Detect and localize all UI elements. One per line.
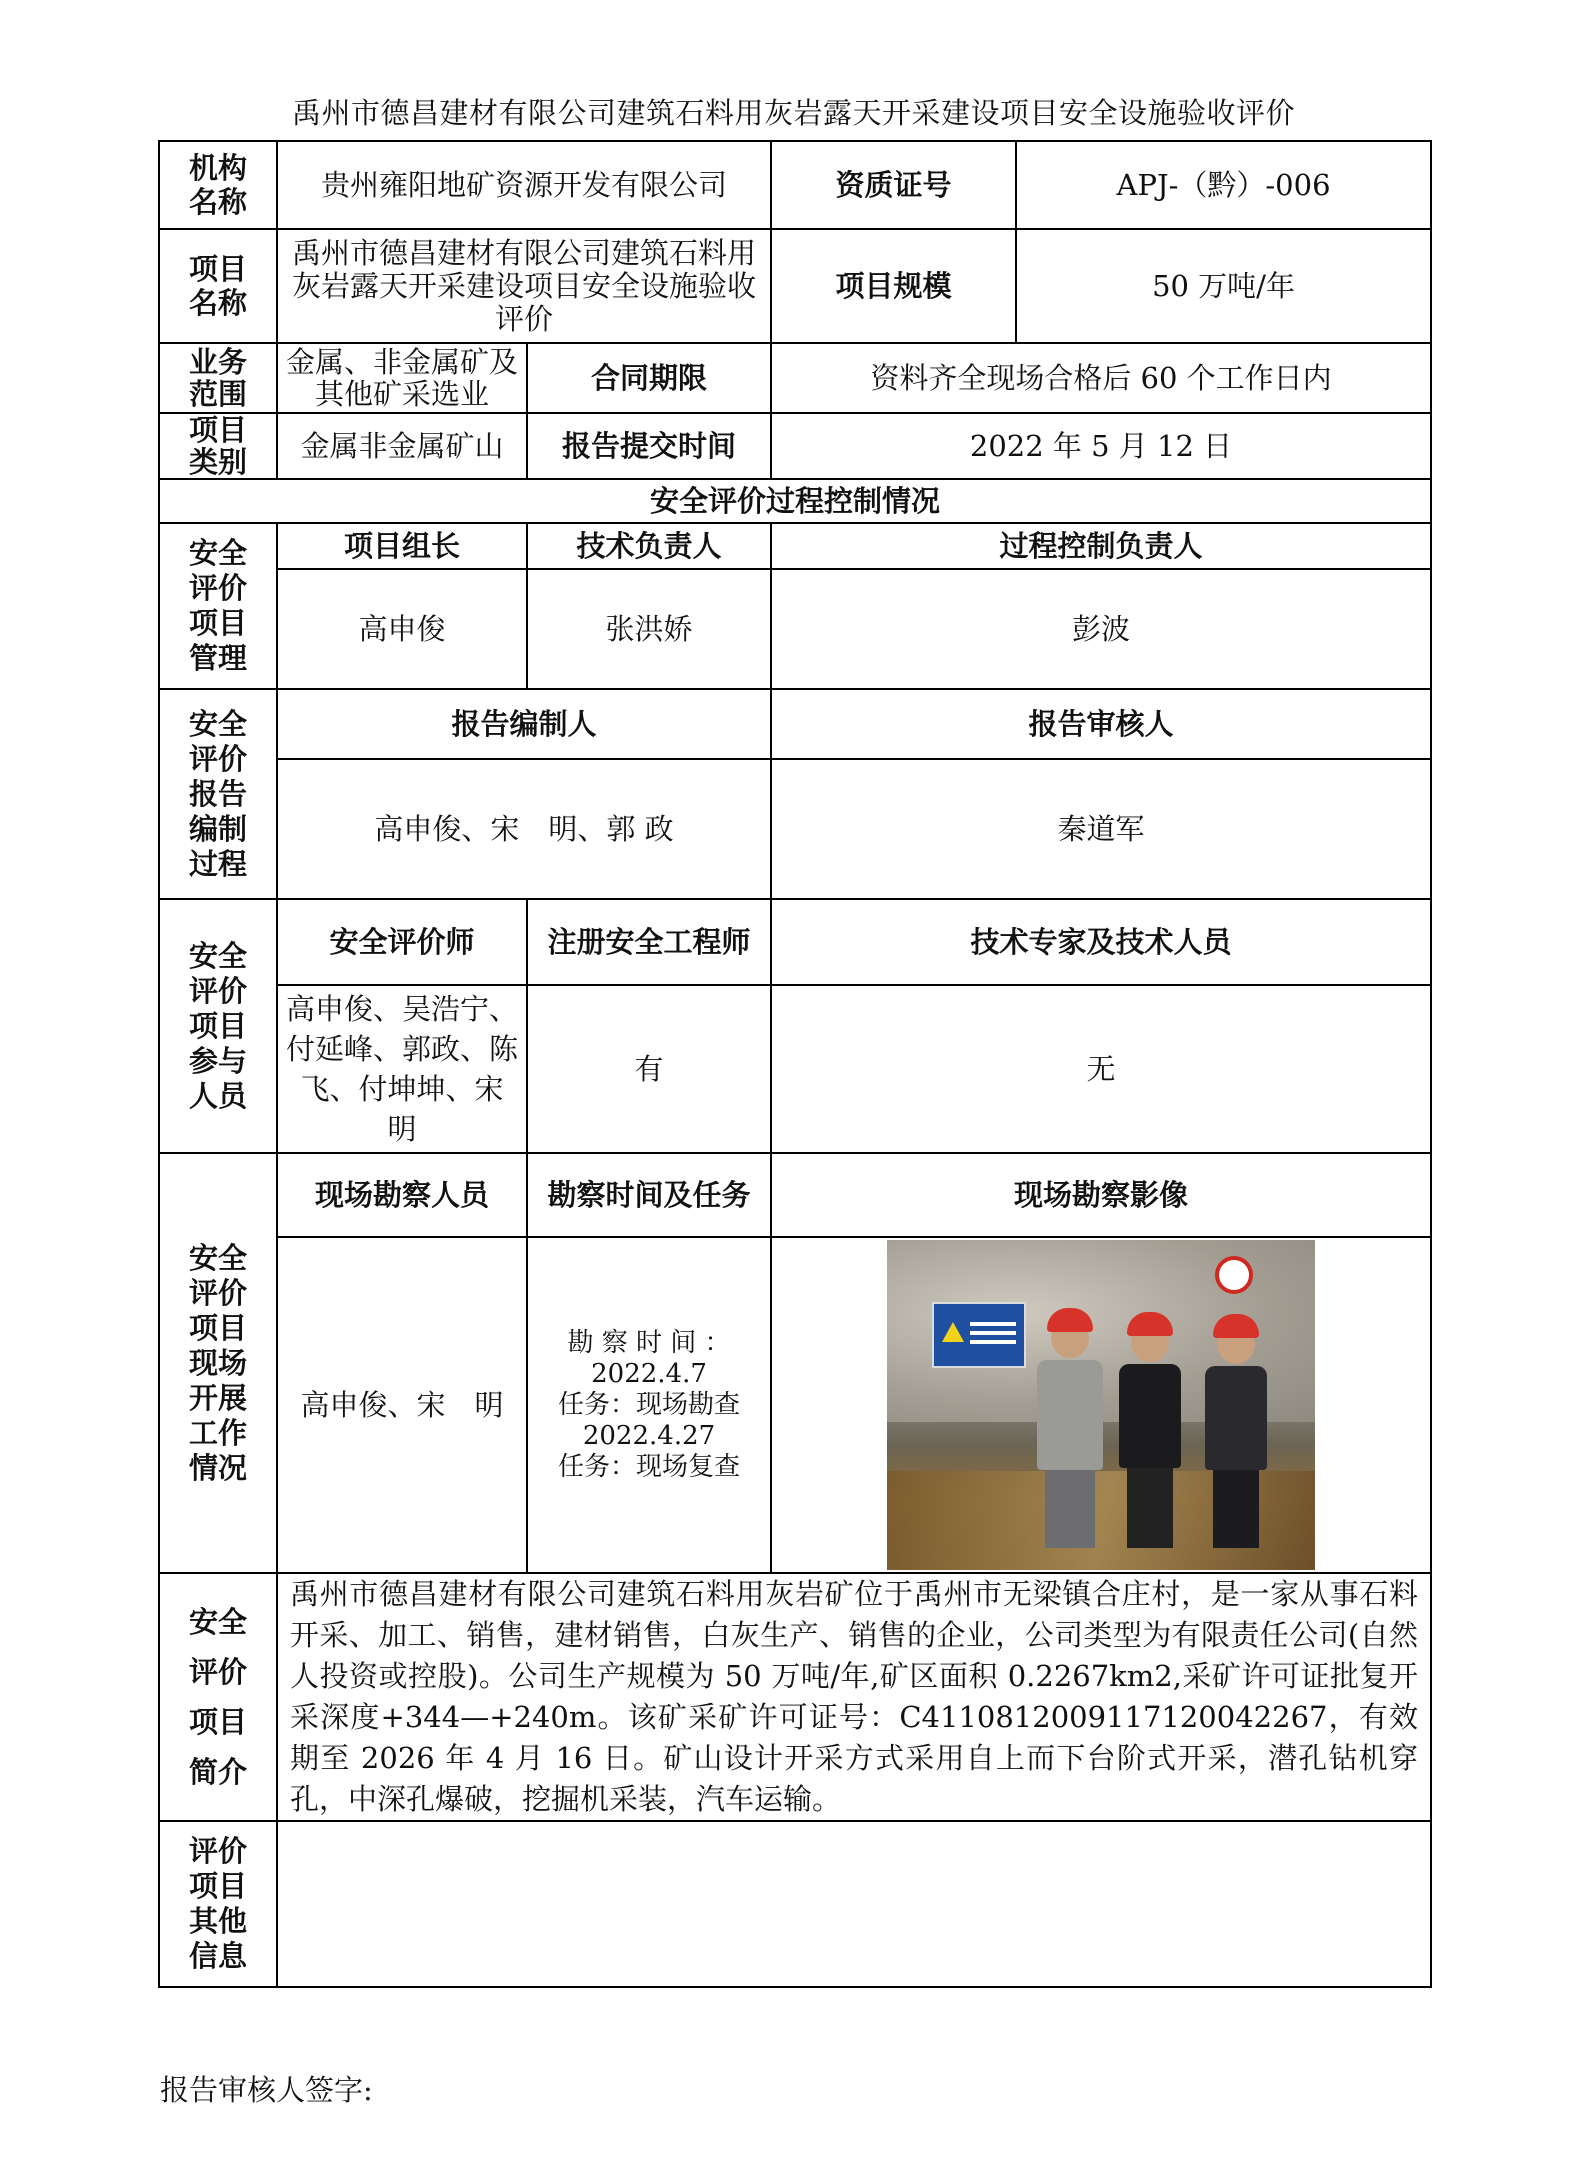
section-header: 安全评价过程控制情况 bbox=[159, 479, 1431, 523]
row-participants-values bbox=[159, 985, 1431, 1153]
scope-label: 业务 范围 bbox=[159, 343, 277, 413]
staff-value: 高申俊、宋 明 bbox=[277, 1237, 527, 1573]
site-label: 安全 评价 项目 现场 开展 工作 情况 bbox=[159, 1153, 277, 1573]
row-management-values bbox=[159, 569, 1431, 689]
participants-label: 安全 评价 项目 参与 人员 bbox=[159, 899, 277, 1153]
warning-sign bbox=[932, 1302, 1026, 1368]
scope-value: 金属、非金属矿及其他矿采选业 bbox=[277, 343, 527, 413]
row-participants-header bbox=[159, 899, 1431, 985]
experts-value: 无 bbox=[771, 985, 1431, 1153]
row-summary bbox=[159, 1573, 1431, 1821]
time-line-4: 2022.4.27 bbox=[582, 1420, 716, 1451]
contract-value: 资料齐全现场合格后 60 个工作日内 bbox=[771, 343, 1431, 413]
compilation-label: 安全 评价 报告 编制 过程 bbox=[159, 689, 277, 899]
evaluation-info-table bbox=[158, 140, 1432, 1988]
tech-value: 张洪娇 bbox=[527, 569, 771, 689]
row-type bbox=[159, 413, 1431, 479]
cert-label: 资质证号 bbox=[771, 141, 1016, 229]
submit-value: 2022 年 5 月 12 日 bbox=[771, 413, 1431, 479]
row-section-header bbox=[159, 479, 1431, 523]
photo-header: 现场勘察影像 bbox=[771, 1153, 1431, 1237]
submit-label: 报告提交时间 bbox=[527, 413, 771, 479]
type-value: 金属非金属矿山 bbox=[277, 413, 527, 479]
row-project bbox=[159, 229, 1431, 343]
document-title: 禹州市德昌建材有限公司建筑石料用灰岩露天开采建设项目安全设施验收评价 bbox=[291, 96, 1295, 130]
site-survey-photo bbox=[887, 1240, 1315, 1570]
summary-label: 安全 评价 项目 简介 bbox=[159, 1573, 277, 1821]
row-scope bbox=[159, 343, 1431, 413]
scale-value: 50 万吨/年 bbox=[1016, 229, 1431, 343]
time-value bbox=[527, 1237, 771, 1573]
process-value: 彭波 bbox=[771, 569, 1431, 689]
org-value: 贵州雍阳地矿资源开发有限公司 bbox=[277, 141, 771, 229]
staff-header: 现场勘察人员 bbox=[277, 1153, 527, 1237]
photo-cell bbox=[771, 1237, 1431, 1573]
row-organization bbox=[159, 141, 1431, 229]
engineer-value: 有 bbox=[527, 985, 771, 1153]
tech-header: 技术负责人 bbox=[527, 523, 771, 569]
reviewer-value: 秦道军 bbox=[771, 759, 1431, 899]
person-3 bbox=[1205, 1324, 1267, 1548]
project-label: 项目 名称 bbox=[159, 229, 277, 343]
evaluator-value: 高申俊、吴浩宁、付延峰、郭政、陈 飞、付坤坤、宋 明 bbox=[277, 985, 527, 1153]
engineer-header: 注册安全工程师 bbox=[527, 899, 771, 985]
scale-label: 项目规模 bbox=[771, 229, 1016, 343]
summary-text: 禹州市德昌建材有限公司建筑石料用灰岩矿位于禹州市无梁镇合庄村，是一家从事石料开采、加工、销售，建材销售，白灰生产、销售的企业，公司类型为有限责任公司(自然人投资或控股)。公司生产规模为 50 万吨/年,矿区面积 0.2267km2,采矿许可证批复开采深度+344—+240m。该矿采矿许可证号：C4110812009117120042267，有效期至 2026 年 4 月 16 日。矿山设计开采方式采用自上而下台阶式开采，潜孔钻机穿孔，中深孔爆破，挖掘机采装，汽车运输。 bbox=[277, 1573, 1431, 1821]
row-site-values bbox=[159, 1237, 1431, 1573]
other-text bbox=[277, 1821, 1431, 1987]
other-label: 评价 项目 其他 信息 bbox=[159, 1821, 277, 1987]
row-site-header bbox=[159, 1153, 1431, 1237]
row-compilation-header bbox=[159, 689, 1431, 759]
person-2 bbox=[1119, 1322, 1181, 1548]
row-other bbox=[159, 1821, 1431, 1987]
time-line-5: 任务：现场复查 bbox=[558, 1451, 741, 1482]
evaluator-header: 安全评价师 bbox=[277, 899, 527, 985]
reviewer-signature-label: 报告审核人签字: bbox=[160, 2073, 373, 2107]
reviewer-header: 报告审核人 bbox=[771, 689, 1431, 759]
person-1 bbox=[1037, 1318, 1103, 1548]
row-compilation-values bbox=[159, 759, 1431, 899]
speed-limit-sign bbox=[1215, 1256, 1253, 1294]
leader-header: 项目组长 bbox=[277, 523, 527, 569]
management-label: 安全 评价 项目 管理 bbox=[159, 523, 277, 689]
experts-header: 技术专家及技术人员 bbox=[771, 899, 1431, 985]
process-header: 过程控制负责人 bbox=[771, 523, 1431, 569]
cert-value: APJ-（黔）-006 bbox=[1016, 141, 1431, 229]
row-management-header bbox=[159, 523, 1431, 569]
type-label: 项目 类别 bbox=[159, 413, 277, 479]
writer-value: 高申俊、宋 明、郭 政 bbox=[277, 759, 771, 899]
contract-label: 合同期限 bbox=[527, 343, 771, 413]
leader-value: 高申俊 bbox=[277, 569, 527, 689]
org-label: 机构 名称 bbox=[159, 141, 277, 229]
time-line-2: 2022.4.7 bbox=[591, 1358, 707, 1389]
writer-header: 报告编制人 bbox=[277, 689, 771, 759]
time-line-1: 勘 察 时 间 ： bbox=[567, 1327, 731, 1358]
time-header: 勘察时间及任务 bbox=[527, 1153, 771, 1237]
time-line-3: 任务：现场勘查 bbox=[558, 1389, 741, 1420]
project-value: 禹州市德昌建材有限公司建筑石料用灰岩露天开采建设项目安全设施验收评价 bbox=[277, 229, 771, 343]
